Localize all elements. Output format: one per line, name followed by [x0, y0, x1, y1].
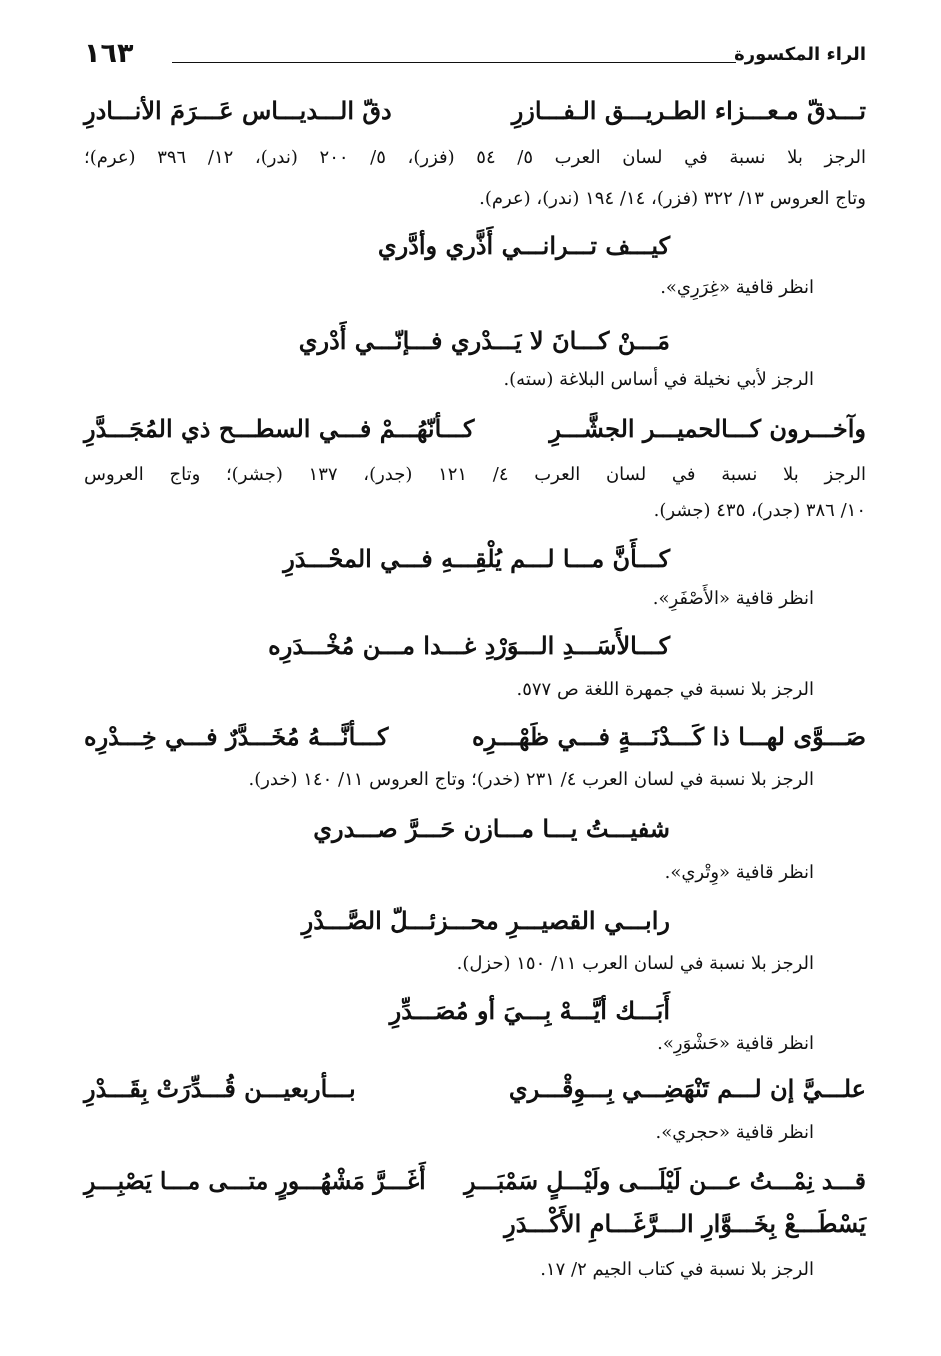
verse-line: أَبَـــك أيَّـــهْ بِـــيَ أو مُصَـــدِّرِ — [389, 996, 670, 1025]
source-note: الرجز لأبي نخيلة في أساس البلاغة (سته). — [503, 369, 814, 390]
first-hemistich: وآخـــرون كـــالحميـــر الجشَّـــرِ — [549, 414, 866, 443]
section-title: الراء المكسورة — [734, 44, 866, 65]
second-hemistich: كـــأنَّـــهُ مُخَـــدَّرٌ فـــي خِـــدْرِه — [84, 722, 389, 751]
verse-line — [84, 1068, 866, 1110]
first-hemistich: تـــدقّ مـعـــزاء الطـريـــق الـفـــازرِ — [511, 96, 866, 125]
second-hemistich: دقّ الـــديـــاس عَـــرَمَ الأنـــادرِ — [84, 96, 392, 125]
verse-line: شفيـــتُ يـــا مـــازن حَـــرَّ صـــدري — [313, 814, 670, 843]
source-note: الرجز بلا نسبة في لسان العرب ١١/ ١٥٠ (حزل). — [456, 953, 814, 974]
verse-line — [84, 90, 866, 132]
verse-line: كـــأَنَّ مـــا لـــم يُلْقِـــهِ فـــي المحْـــدَرِ — [283, 544, 670, 573]
verse-line — [84, 408, 866, 450]
second-hemistich: بـــأربعيـــن قُـــدِّرَتْ بِقَـــدْرِ — [84, 1074, 356, 1103]
verse-line — [84, 1160, 866, 1202]
second-hemistich: كـــأنّهُـــمْ فـــي السطـــح ذي المُجَـــدَّرِ — [84, 414, 475, 443]
page-number: ١٦٣ — [84, 38, 134, 69]
source-note: انظر قافية «غِرَرِي». — [660, 277, 814, 298]
verse-line: رابـــي القصيـــرِ محـــزئـــلّ الصَّـــدْرِ — [301, 906, 670, 935]
source-note: وتاج العروس ١٣/ ٣٢٢ (فزر)، ١٤/ ١٩٤ (ندر)، (عرم). — [479, 188, 866, 209]
source-note: انظر قافية «وِتْري». — [664, 862, 814, 883]
verse-line: كيـــف تـــرانـــي أَذَّري وأدَّري — [377, 231, 670, 260]
second-hemistich: أَغَـــرَّ مَشْهُـــورٍ متـــى مـــا يَصْبِـــرِ — [84, 1167, 426, 1195]
verse-line — [84, 716, 866, 758]
source-note: الرجز بلا نسبة في لسان العرب ٤/ ١٢١ (جدر)، ١٣٧ (جشر)؛ وتاج العروس — [84, 464, 866, 485]
source-note: انظر قافية «حَشْوَرِ». — [657, 1033, 814, 1054]
page-header — [84, 38, 866, 82]
source-note: الرجز بلا نسبة في لسان العرب ٥/ ٥٤ (فزر)، ٥/ ٢٠٠ (ندر)، ١٢/ ٣٩٦ (عرم)؛ — [84, 147, 867, 168]
source-note: الرجز بلا نسبة في جمهرة اللغة ص ٥٧٧. — [516, 679, 814, 700]
source-note: الرجز بلا نسبة في كتاب الجيم ٢/ ١٧. — [540, 1259, 814, 1280]
first-hemistich: قـــد نِمْـــتُ عـــن لَيْلَـــى ولَيْـــلٍ سَمْبَـــرِ — [464, 1167, 866, 1195]
verse-line: مَـــنْ كـــانَ لا يَـــدْري فـــإنّـــي أَدْري — [298, 326, 670, 355]
verse-line: يَسْطَـــعْ بِخَـــوَّارِ الـــرَّغَـــامِ الأَكْـــدَرِ — [504, 1209, 866, 1238]
header-rule — [172, 62, 736, 63]
source-note: ١٠/ ٣٨٦ (جدر)، ٤٣٥ (جشر). — [653, 500, 866, 521]
verse-line: كـــالأَسَـــدِ الـــوَرْدِ غـــدا مـــن مُخْـــدَرِه — [268, 631, 670, 660]
source-note: انظر قافية «حجري». — [655, 1122, 814, 1143]
first-hemistich: صَـــوَّى لهـــا ذا كَـــدْنَـــةٍ فـــي ظَهْـــرِه — [472, 722, 866, 751]
first-hemistich: علـــيَّ إن لـــم تَنْهَضِـــي بِـــوِقْـــري — [508, 1074, 866, 1103]
source-note: الرجز بلا نسبة في لسان العرب ٤/ ٢٣١ (خدر)؛ وتاج العروس ١١/ ١٤٠ (خدر). — [248, 769, 814, 790]
source-note: انظر قافية «الأَصْفَرِ». — [652, 588, 814, 609]
